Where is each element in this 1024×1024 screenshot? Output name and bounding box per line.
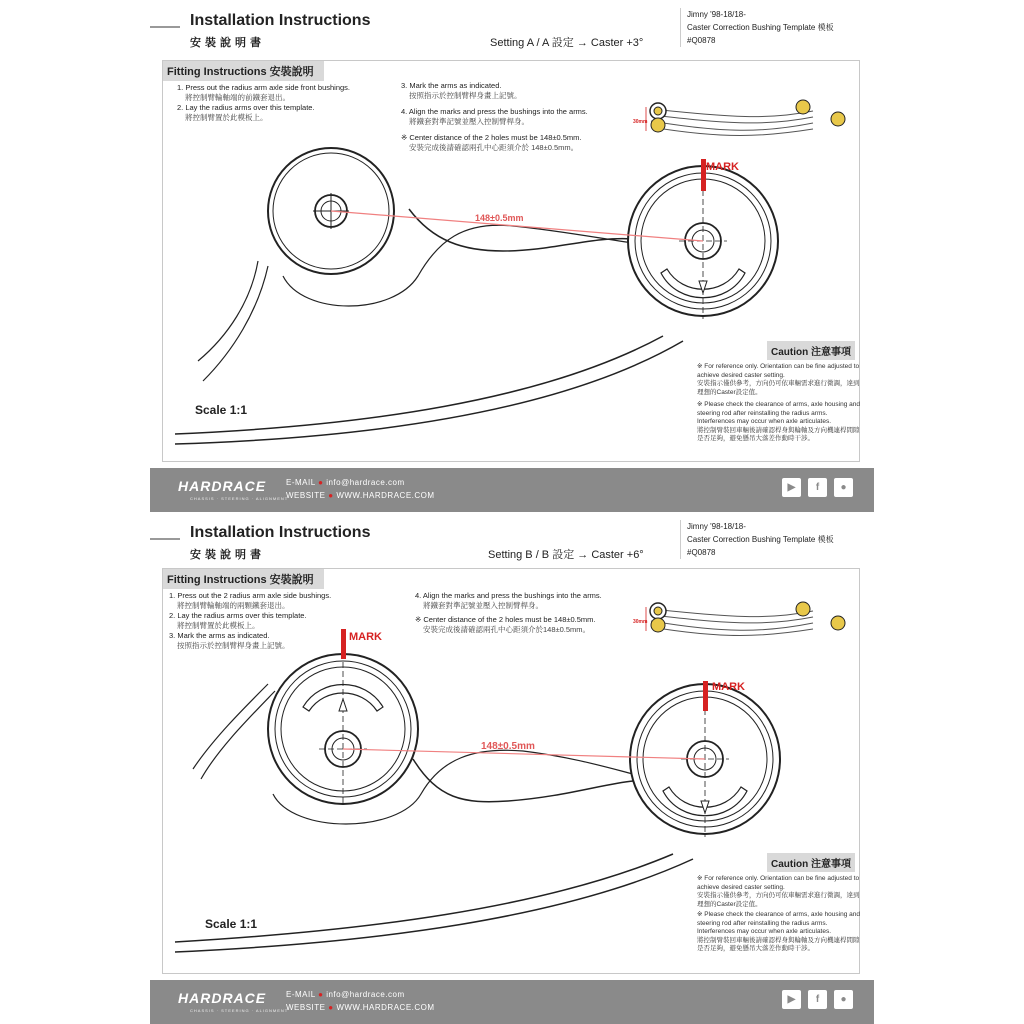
caution-title: Caution 注意事項 bbox=[767, 853, 855, 872]
mark-label-left: MARK bbox=[349, 631, 382, 643]
distance-label: 148±0.5mm bbox=[481, 741, 535, 752]
step-1-cn: 將控制臂輪軸端的兩顆鐵套退出。 bbox=[177, 601, 290, 610]
logo-tagline: CHASSIS · STEERING · ALIGNMENT bbox=[190, 496, 289, 501]
vehicle-label: Jimny '98-18/18- bbox=[687, 522, 746, 531]
header-rule bbox=[150, 26, 180, 28]
part-number: #Q0878 bbox=[687, 36, 716, 45]
step-4-cn: 將鐵套對準記號並壓入控制臂桿身。 bbox=[423, 601, 543, 610]
mark-label: MARK bbox=[706, 161, 739, 173]
template-frame bbox=[162, 60, 860, 462]
step-3-cn: 按照指示於控制臂桿身畫上記號。 bbox=[177, 641, 290, 650]
distance-note-cn: 安裝完成後請確認兩孔中心距須介於148±0.5mm。 bbox=[423, 625, 591, 634]
distance-note: ※ Center distance of the 2 holes must be 148±0.5mm. bbox=[401, 133, 582, 142]
caution-note-2-cn: 將控制臂裝回車輛後請確認桿身與輪軸及方向機連桿間隙是否足夠，避免懸吊大落差作動時干涉。 bbox=[697, 426, 860, 442]
template-frame bbox=[162, 568, 860, 974]
setting-label: Setting A / A 設定 → Caster +3° bbox=[490, 37, 644, 49]
fitting-instructions-title: Fitting Instructions 安裝說明 bbox=[163, 569, 324, 589]
step-4: 4. Align the marks and press the bushings into the arms. bbox=[415, 591, 602, 600]
wechat-icon[interactable]: ● bbox=[834, 990, 853, 1009]
contact-info: E-MAIL ● info@hardrace.com WEBSITE ● WWW.HARDRACE.COM bbox=[286, 478, 435, 500]
email-label: E-MAIL bbox=[286, 990, 316, 999]
caution-note-1-en: ※ For reference only. Orientation can be fine adjusted to achieve desired caster setting. bbox=[697, 363, 860, 379]
template-sheet-a bbox=[150, 0, 874, 512]
scale-label: Scale 1:1 bbox=[205, 917, 258, 931]
distance-label: 148±0.5mm bbox=[475, 213, 524, 223]
contact-info: E-MAIL ● info@hardrace.com WEBSITE ● WWW.HARDRACE.COM bbox=[286, 990, 435, 1012]
mark-label-right: MARK bbox=[712, 681, 745, 693]
facebook-icon[interactable]: f bbox=[808, 478, 827, 497]
product-label: Caster Correction Bushing Template 模板 bbox=[687, 23, 834, 32]
steps-right bbox=[401, 81, 588, 153]
part-number: #Q0878 bbox=[687, 548, 716, 557]
caution-note-1-cn: 安裝指示僅供參考，方向仍可依車輛需求進行微調，達到理想的Caster設定值。 bbox=[697, 380, 860, 396]
page-title: Installation Instructions bbox=[190, 12, 371, 29]
step-2-cn: 將控制臂置於此模板上。 bbox=[177, 621, 260, 630]
side-view-detail bbox=[646, 602, 845, 636]
step-2: 2. Lay the radius arms over this template. bbox=[177, 103, 315, 112]
hardrace-logo: HARDRACE bbox=[178, 990, 267, 1006]
email-label: E-MAIL bbox=[286, 478, 316, 487]
steps-left bbox=[177, 83, 350, 123]
youtube-icon[interactable]: ▶ bbox=[782, 478, 801, 497]
website-link[interactable]: WWW.HARDRACE.COM bbox=[336, 491, 435, 500]
vehicle-label: Jimny '98-18/18- bbox=[687, 10, 746, 19]
step-1: 1. Press out the radius arm axle side front bushings. bbox=[177, 83, 351, 92]
step-3-cn: 按照指示於控制臂桿身畫上記號。 bbox=[409, 91, 522, 100]
website-link[interactable]: WWW.HARDRACE.COM bbox=[336, 1003, 435, 1012]
fitting-instructions-title: Fitting Instructions 安裝說明 bbox=[163, 61, 324, 81]
product-label: Caster Correction Bushing Template 模板 bbox=[687, 535, 834, 544]
scale-label: Scale 1:1 bbox=[195, 403, 248, 417]
page-title-cn: 安裝說明書 bbox=[190, 36, 265, 49]
page-title-cn: 安裝說明書 bbox=[190, 548, 265, 561]
website-label: WEBSITE bbox=[286, 491, 326, 500]
dimension-label: 30mm bbox=[633, 619, 648, 625]
caution-note-1 bbox=[697, 875, 862, 909]
header-rule bbox=[150, 538, 180, 540]
distance-note-cn: 安裝完成後請確認兩孔中心距須介於 148±0.5mm。 bbox=[409, 143, 579, 152]
caution-note-1 bbox=[697, 363, 862, 397]
step-4: 4. Align the marks and press the bushings into the arms. bbox=[401, 107, 588, 116]
distance-note: ※ Center distance of the 2 holes must be 148±0.5mm. bbox=[415, 615, 596, 624]
logo-tagline: CHASSIS · STEERING · ALIGNMENT bbox=[190, 1008, 289, 1013]
product-info bbox=[680, 520, 867, 559]
step-2-cn: 將控制臂置於此模板上。 bbox=[185, 113, 268, 122]
caution-title: Caution 注意事項 bbox=[767, 341, 855, 360]
website-label: WEBSITE bbox=[286, 1003, 326, 1012]
hardrace-logo: HARDRACE bbox=[178, 478, 267, 494]
step-1: 1. Press out the 2 radius arm axle side bushings. bbox=[169, 591, 332, 600]
youtube-icon[interactable]: ▶ bbox=[782, 990, 801, 1009]
email-link[interactable]: info@hardrace.com bbox=[326, 990, 405, 999]
caution-note-2 bbox=[697, 401, 862, 444]
template-sheet-b bbox=[150, 512, 874, 1024]
caution-note-1-en: ※ For reference only. Orientation can be fine adjusted to achieve desired caster setting. bbox=[697, 875, 860, 891]
setting-label: Setting B / B 設定 → Caster +6° bbox=[488, 549, 644, 561]
dimension-label: 30mm bbox=[633, 119, 648, 125]
step-3: 3. Mark the arms as indicated. bbox=[169, 631, 270, 640]
step-1-cn: 將控制臂輪軸端的前鐵套退出。 bbox=[185, 93, 290, 102]
step-2: 2. Lay the radius arms over this template. bbox=[169, 611, 307, 620]
caution-note-2-cn: 將控制臂裝回車輛後請確認桿身與輪軸及方向機連桿間隙是否足夠，避免懸吊大落差作動時干涉。 bbox=[697, 936, 860, 952]
page-title: Installation Instructions bbox=[190, 524, 371, 541]
caution-note-2-en: ※ Please check the clearance of arms, axle housing and steering rod after reinstalling the radius arms. Interferences may occur when axle articulates. bbox=[697, 911, 860, 935]
caution-note-1-cn: 安裝指示僅供參考，方向仍可依車輛需求進行微調，達到理想的Caster設定值。 bbox=[697, 892, 860, 908]
wechat-icon[interactable]: ● bbox=[834, 478, 853, 497]
email-link[interactable]: info@hardrace.com bbox=[326, 478, 405, 487]
footer-bar bbox=[150, 980, 874, 1024]
steps-right bbox=[415, 591, 602, 635]
caution-note-2 bbox=[697, 911, 862, 954]
product-info bbox=[680, 8, 867, 47]
side-view-detail bbox=[646, 100, 845, 136]
steps-left bbox=[169, 591, 331, 651]
caution-note-2-en: ※ Please check the clearance of arms, axle housing and steering rod after reinstalling the radius arms. Interferences may occur when axle articulates. bbox=[697, 401, 860, 425]
footer-bar bbox=[150, 468, 874, 512]
facebook-icon[interactable]: f bbox=[808, 990, 827, 1009]
step-4-cn: 將鐵套對準記號並壓入控制臂桿身。 bbox=[409, 117, 529, 126]
step-3: 3. Mark the arms as indicated. bbox=[401, 81, 502, 90]
